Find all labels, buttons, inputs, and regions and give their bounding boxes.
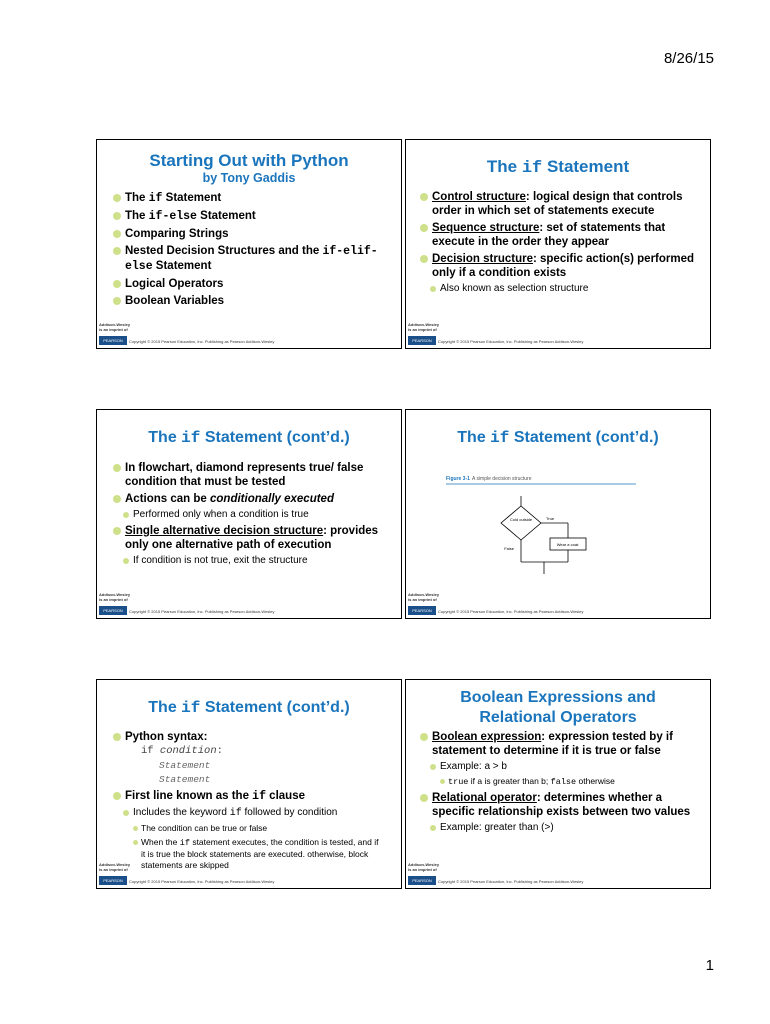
slide-title: The if Statement (cont’d.) xyxy=(457,429,659,447)
list-item: Boolean Variables xyxy=(113,294,383,308)
code-line: Statement xyxy=(159,760,211,771)
true-label: True xyxy=(546,516,555,521)
slide-6 xyxy=(405,679,711,889)
publisher-logo: Addison-Wesley is an imprint of xyxy=(408,862,440,872)
pearson-logo: PEARSON xyxy=(408,876,436,885)
publisher-logo: Addison-Wesley is an imprint of xyxy=(408,592,440,602)
decision-diamond xyxy=(501,506,541,540)
slide-subtitle: by Tony Gaddis xyxy=(202,171,296,185)
copyright: Copyright © 2015 Pearson Education, Inc. Publishing as Pearson Addison-Wesley xyxy=(129,609,275,614)
list-item: Also known as selection structure xyxy=(420,283,700,295)
list-item: When the if statement executes, the condition is tested, and if it is true the block statements are executed. otherwise, block statements are skipped xyxy=(113,837,383,871)
copyright: Copyright © 2015 Pearson Education, Inc. Publishing as Pearson Addison-Wesley xyxy=(438,879,584,884)
list-item: Logical Operators xyxy=(113,277,383,291)
bullet-list xyxy=(113,461,383,570)
copyright: Copyright © 2015 Pearson Education, Inc. Publishing as Pearson Addison-Wesley xyxy=(438,609,584,614)
list-item: Nested Decision Structures and the if-elif-else Statement xyxy=(113,244,383,274)
page-date: 8/26/15 xyxy=(663,50,714,67)
slide-2 xyxy=(405,139,711,349)
publisher-logo: Addison-Wesley is an imprint of xyxy=(99,322,131,332)
flowchart-figure xyxy=(446,470,676,580)
list-item: If condition is not true, exit the structure xyxy=(113,555,383,567)
list-item: Decision structure: specific action(s) performed only if a condition exists xyxy=(420,252,700,280)
list-item: Example: a > b xyxy=(420,761,700,773)
copyright: Copyright © 2015 Pearson Education, Inc. Publishing as Pearson Addison-Wesley xyxy=(129,339,275,344)
action-text: Wear a coat. xyxy=(556,542,580,547)
list-item: In flowchart, diamond represents true/ false condition that must be tested xyxy=(113,461,383,489)
list-item: Includes the keyword if followed by condition xyxy=(113,807,383,820)
pearson-logo: PEARSON xyxy=(99,336,127,345)
bullet-list xyxy=(420,730,700,837)
decision-text: Cold outside xyxy=(509,517,533,522)
figure-caption-label: Figure 3-1 xyxy=(446,476,470,482)
code-line: Statement xyxy=(159,774,211,785)
slide-title: The if Statement xyxy=(486,157,630,178)
pearson-logo: PEARSON xyxy=(99,876,127,885)
bullet-list xyxy=(113,730,383,874)
code-line: if condition: xyxy=(141,745,223,757)
slide-1 xyxy=(96,139,402,349)
publisher-logo: Addison-Wesley is an imprint of xyxy=(99,592,131,602)
slide-title: The if Statement (cont’d.) xyxy=(148,429,350,447)
slide-title: Starting Out with Python xyxy=(149,151,349,170)
list-item: Single alternative decision structure: provides only one alternative path of execution xyxy=(113,524,383,552)
publisher-logo: Addison-Wesley is an imprint of xyxy=(99,862,131,872)
copyright: Copyright © 2015 Pearson Education, Inc. Publishing as Pearson Addison-Wesley xyxy=(129,879,275,884)
list-item: Sequence structure: set of statements that execute in the order they appear xyxy=(420,221,700,249)
page-number: 1 xyxy=(705,957,714,974)
figure-caption-text: A simple decision structure xyxy=(472,476,532,482)
bullet-list xyxy=(113,191,383,311)
slide-4 xyxy=(405,409,711,619)
list-item: First line known as the if clause xyxy=(113,789,383,804)
list-item: Boolean expression: expression tested by if statement to determine if it is true or false xyxy=(420,730,700,758)
slide-title: The if Statement (cont’d.) xyxy=(148,699,350,717)
list-item: Comparing Strings xyxy=(113,227,383,241)
list-item: Actions can be conditionally executed xyxy=(113,492,383,506)
pearson-logo: PEARSON xyxy=(408,336,436,345)
publisher-logo: Addison-Wesley is an imprint of xyxy=(408,322,440,332)
bullet-list xyxy=(420,190,700,298)
list-item: Example: greater than (>) xyxy=(420,822,700,834)
pearson-logo: PEARSON xyxy=(408,606,436,615)
slide-5 xyxy=(96,679,402,889)
list-item: Python syntax: xyxy=(113,730,383,744)
list-item: Relational operator: determines whether a specific relationship exists between two values xyxy=(420,791,700,819)
list-item: The if Statement xyxy=(113,191,383,206)
slide-title: Boolean Expressions and Relational Operators xyxy=(460,689,656,726)
slide-3 xyxy=(96,409,402,619)
list-item: Performed only when a condition is true xyxy=(113,509,383,521)
list-item: The condition can be true or false xyxy=(113,823,383,834)
list-item: Control structure: logical design that controls order in which set of statements execute xyxy=(420,190,700,218)
list-item: The if-else Statement xyxy=(113,209,383,224)
pearson-logo: PEARSON xyxy=(99,606,127,615)
copyright: Copyright © 2015 Pearson Education, Inc. Publishing as Pearson Addison-Wesley xyxy=(438,339,584,344)
false-label: False xyxy=(504,546,514,551)
list-item: true if a is greater than b; false otherwise xyxy=(420,776,700,788)
